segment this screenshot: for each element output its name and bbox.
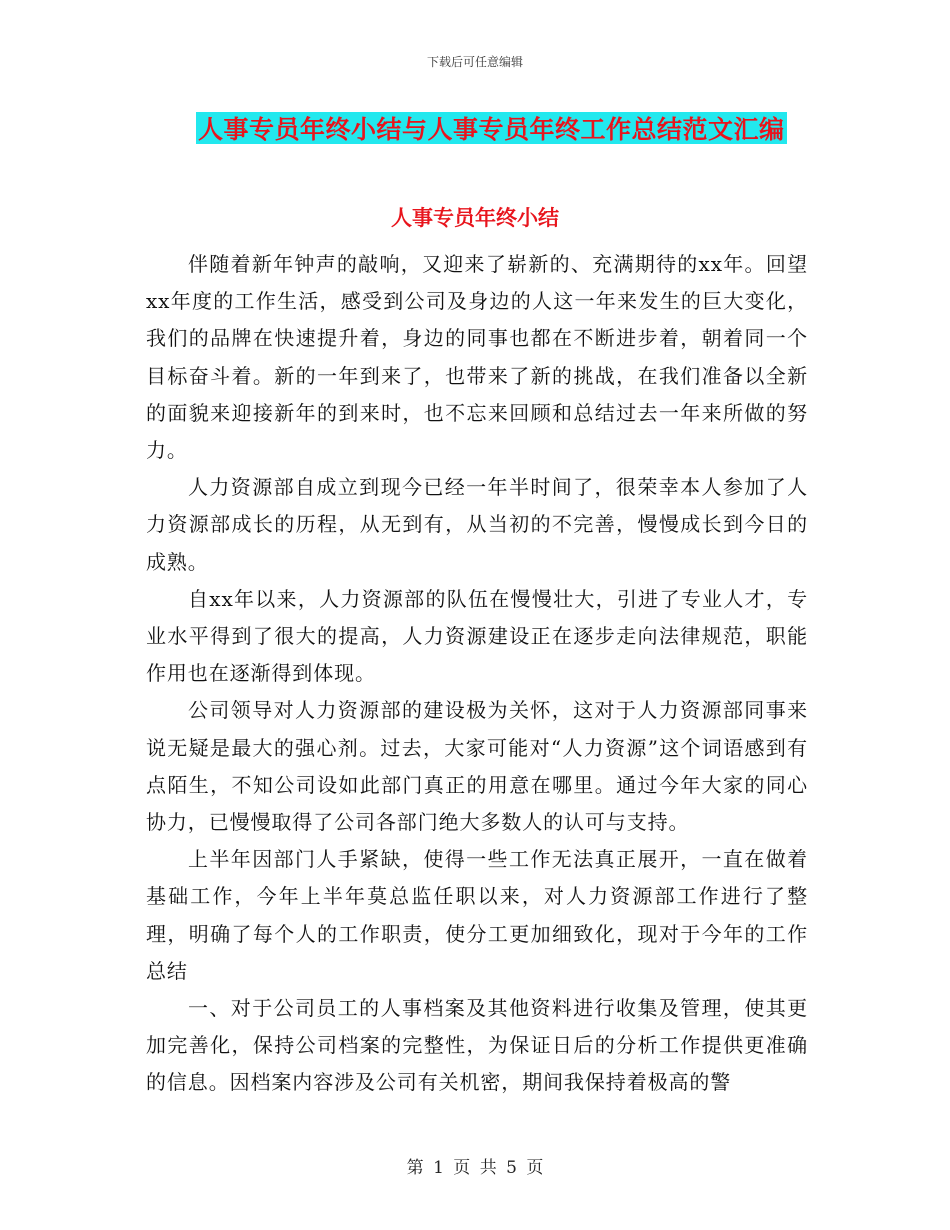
document-title-highlight [196,112,787,144]
body-paragraph: 上半年因部门人手紧缺，使得一些工作无法真正展开，一直在做着基础工作，今年上半年莫总监任职以来，对人力资源部工作进行了整理，明确了每个人的工作职责，使分工更加细致化，现对于今年的工作总结 [146,847,808,983]
header-note: 下载后可任意编辑 [426,55,523,69]
body-paragraph: 一、对于公司员工的人事档案及其他资料进行收集及管理，使其更加完善化，保持公司档案的完整性，为保证日后的分析工作提供更准确的信息。因档案内容涉及公司有关机密，期间我保持着极高的警 [146,996,808,1095]
body-paragraph: 自xx年以来，人力资源部的队伍在慢慢壮大，引进了专业人才，专业水平得到了很大的提高，人力资源建设正在逐步走向法律规范，职能作用也在逐渐得到体现。 [146,586,808,686]
section-title: 人事专员年终小结 [391,206,559,230]
document-body [146,246,808,1102]
body-paragraph: 伴随着新年钟声的敲响，又迎来了崭新的、充满期待的xx年。回望xx年度的工作生活，感受到公司及身边的人这一年来发生的巨大变化，我们的品牌在快速提升着，身边的同事也都在不断进步着，朝着同一个目标奋斗着。新的一年到来了，也带来了新的挑战，在我们准备以全新的面貌来迎接新年的到来时，也不忘来回顾和总结过去一年来所做的努力。 [146,252,808,463]
document-title: 人事专员年终小结与人事专员年终工作总结范文汇编 [198,115,785,144]
body-paragraph: 人力资源部自成立到现今已经一年半时间了，很荣幸本人参加了人力资源部成长的历程，从无到有，从当初的不完善，慢慢成长到今日的成熟。 [146,475,808,574]
body-paragraph: 公司领导对人力资源部的建设极为关怀，这对于人力资源部同事来说无疑是最大的强心剂。过去，大家可能对“人力资源”这个词语感到有点陌生，不知公司设如此部门真正的用意在哪里。通过今年大家的同心协力，已慢慢取得了公司各部门绝大多数人的认可与支持。 [146,698,808,835]
page-number-footer: 第 1 页 共 5 页 [406,1158,544,1178]
